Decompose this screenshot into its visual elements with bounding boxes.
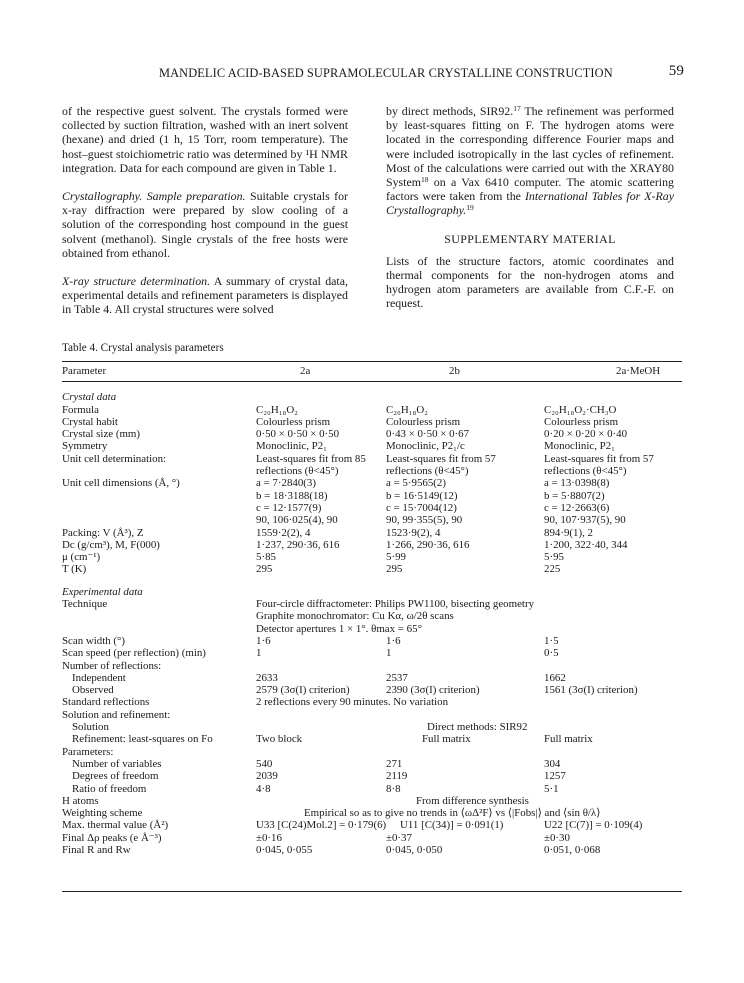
table-cell: 295 — [386, 563, 403, 576]
table-row — [62, 647, 682, 659]
table-cell: Scan speed (per reflection) (min) — [62, 647, 206, 660]
table-cell: Formula — [62, 403, 99, 416]
table-row — [62, 586, 682, 598]
paragraph-xray-determination — [62, 274, 348, 317]
table-row — [62, 844, 682, 856]
table-cell: b = 18·3188(18) — [256, 489, 328, 502]
table-cell: Final R and Rw — [62, 843, 131, 856]
supplementary-material-heading: SUPPLEMENTARY MATERIAL — [444, 231, 616, 246]
table-cell: 225 — [544, 563, 561, 576]
page-number: 59 — [668, 63, 684, 79]
table-cell: μ (cm⁻¹) — [62, 551, 101, 564]
table-cell: Unit cell dimensions (Å, °) — [62, 477, 180, 490]
header-2a: 2a — [300, 365, 311, 377]
table-row — [62, 404, 682, 416]
table-cell: 1561 (3σ(I) criterion) — [544, 684, 638, 697]
table-cell: 4·8 — [256, 782, 271, 795]
table-cell: U22 [C(7)] = 0·109(4) — [544, 819, 643, 832]
table-cell: 1·5 — [544, 634, 559, 647]
table-cell: 2579 (3σ(I) criterion) — [256, 684, 350, 697]
header-2a-meoh: 2a·MeOH — [616, 365, 661, 377]
table-cell: From difference synthesis — [416, 794, 529, 807]
header-2b: 2b — [449, 365, 460, 377]
table-row — [62, 563, 682, 575]
table-cell: 1·6 — [386, 634, 401, 647]
table-cell: 1257 — [544, 770, 566, 783]
table-cell: Direct methods: SIR92 — [427, 721, 528, 734]
table-cell: 0·051, 0·068 — [544, 843, 601, 856]
table-cell: b = 5·8807(2) — [544, 489, 605, 502]
table-row — [62, 770, 682, 782]
table-cell: Least-squares fit from 57 — [386, 452, 496, 465]
table-cell — [62, 465, 256, 477]
table-cell: 2537 — [386, 671, 408, 684]
table-row — [62, 672, 682, 684]
table-row — [62, 709, 682, 721]
crystal-analysis-table — [62, 362, 682, 856]
table-cell: Solution — [72, 721, 109, 734]
table-cell: Crystal size (mm) — [62, 428, 141, 441]
table-cell: 5·99 — [386, 551, 406, 564]
table-cell: U33 [C(24)Mol.2] = 0·179(6) — [256, 819, 387, 832]
table-cell: Ratio of freedom — [72, 782, 147, 795]
table-row — [62, 746, 682, 758]
table-cell: reflections (θ<45°) — [544, 465, 627, 478]
table-cell: Colourless prism — [544, 415, 619, 428]
table-row — [62, 807, 682, 819]
section-experimental-data: Experimental data — [62, 585, 143, 598]
table-cell: a = 5·9565(2) — [386, 477, 446, 490]
table-cell: 540 — [256, 757, 273, 770]
paragraph-sample-preparation — [62, 189, 348, 260]
table-row — [62, 733, 682, 745]
technique-line: Four-circle diffractometer: Philips PW1100, bisecting geometry — [256, 598, 535, 611]
paragraph-refinement — [386, 104, 674, 218]
table-bottom-rule — [62, 891, 682, 892]
xray-determination-heading: X-ray structure determination. — [62, 274, 211, 289]
table-row — [62, 610, 682, 622]
table-cell: 2039 — [256, 770, 278, 783]
table-header-row — [62, 362, 682, 381]
table-cell: Crystal habit — [62, 415, 118, 428]
table-cell: 90, 106·025(4), 90 — [256, 514, 338, 527]
table-cell: Technique — [62, 598, 108, 611]
table-cell: Observed — [72, 684, 114, 697]
table-cell: 5·95 — [544, 551, 564, 564]
table-cell: 1523·9(2), 4 — [386, 526, 441, 539]
table-cell: 2 reflections every 90 minutes. No variation — [256, 696, 449, 709]
table-cell: 0·43 × 0·50 × 0·67 — [386, 428, 470, 441]
table-cell: C₂₀H₁₈O₂ — [386, 403, 428, 416]
table-row — [62, 477, 682, 489]
table-cell: U11 [C(34)] = 0·091(1) — [400, 819, 504, 832]
right-column — [386, 104, 674, 311]
table-cell: 0·20 × 0·20 × 0·40 — [544, 428, 628, 441]
table-cell: reflections (θ<45°) — [256, 465, 339, 478]
table-cell: Unit cell determination: — [62, 452, 167, 465]
table-cell: 5·1 — [544, 782, 559, 795]
table-cell: Empirical so as to give no trends in ⟨ωΔ²F⟩ vs ⟨|Fobs|⟩ and ⟨sin θ/λ⟩ — [304, 807, 601, 820]
table-cell — [62, 514, 256, 526]
table-cell: Final Δρ peaks (e Å⁻³) — [62, 831, 162, 844]
citation-17: 17 — [513, 104, 521, 113]
table-cell — [62, 490, 256, 502]
table-cell: T (K) — [62, 563, 87, 576]
sample-preparation-text: Suitable crystals for x-ray diffraction were prepared by slow cooling of a solution of the corresponding host compound in the guest solvent (methanol). Single crystals of the free hosts were obtained from ethanol. — [62, 189, 349, 260]
table-row — [62, 783, 682, 795]
table-row — [62, 465, 682, 477]
international-tables-title: International Tables for X-Ray Crystallography. — [386, 189, 674, 218]
table-cell: 295 — [256, 563, 273, 576]
table-cell: 0·5 — [544, 647, 559, 660]
table-row — [62, 539, 682, 551]
table-cell: Full matrix — [544, 733, 593, 746]
refinement-text-a: by direct methods, SIR92. — [386, 104, 514, 118]
table-cell: 1662 — [544, 671, 566, 684]
table-cell: 1·6 — [256, 634, 271, 647]
technique-line: Graphite monochromator: Cu Kα, ω/2θ scans — [256, 610, 454, 623]
table-row — [62, 453, 682, 465]
table-row — [62, 758, 682, 770]
paragraph-supplementary: Lists of the structure factors, atomic coordinates and thermal components for the non-hydrogen atoms and hydrogen atom parameters are available from C.F.-F. on request. — [386, 253, 674, 311]
table-cell: Solution and refinement: — [62, 708, 171, 721]
citation-19: 19 — [466, 203, 474, 213]
table-row — [62, 684, 682, 696]
table-row — [62, 440, 682, 452]
header-parameter: Parameter — [62, 365, 107, 377]
table-cell: 0·045, 0·050 — [386, 843, 443, 856]
table-row — [62, 795, 682, 807]
table-row — [62, 660, 682, 672]
table-row — [62, 635, 682, 647]
table-cell: 1·200, 322·40, 344 — [544, 538, 628, 551]
table-cell: 2390 (3σ(I) criterion) — [386, 684, 480, 697]
table-cell: Degrees of freedom — [72, 770, 159, 783]
table-cell: Independent — [72, 671, 126, 684]
table-row — [62, 514, 682, 526]
table-cell: c = 12·1577(9) — [256, 501, 322, 514]
table-cell: Packing: V (Å³), Z — [62, 526, 144, 539]
refinement-text-b: The refinement was performed by least-squares fitting on F. The hydrogen atoms were located in the corresponding difference Fourier maps and were included isotropically in the last cycles of refinement. Most of the calculations were carried out with the XRAY80 System — [386, 104, 674, 190]
table-cell: 894·9(1), 2 — [544, 526, 593, 539]
table-cell: Standard reflections — [62, 696, 150, 709]
table-row — [62, 598, 682, 610]
table-cell: 5·85 — [256, 551, 276, 564]
left-column — [62, 104, 348, 317]
table-row — [62, 832, 682, 844]
table-row — [62, 428, 682, 440]
table-row — [62, 490, 682, 502]
table-row — [62, 623, 682, 635]
table-cell: 1 — [256, 647, 262, 660]
section-crystal-data: Crystal data — [62, 391, 117, 404]
table-cell: a = 7·2840(3) — [256, 477, 316, 490]
table-cell — [62, 502, 256, 514]
table-cell: reflections (θ<45°) — [386, 465, 469, 478]
table-cell: Two block — [256, 733, 303, 746]
table-cell: ±0·37 — [386, 831, 412, 844]
table-cell: Dc (g/cm³), M, F(000) — [62, 538, 160, 551]
table-row — [62, 819, 682, 831]
table-cell: Number of reflections: — [62, 659, 162, 672]
paragraph-guest-solvent: of the respective guest solvent. The crystals formed were collected by suction filtration, washed with an inert solvent (hexane) and dried (1 h, 15 Torr, room temperature). The host–guest stoichiometric ratio was determined by ¹H NMR integration. Data for each compound are given in Table 1. — [62, 104, 348, 175]
table-cell: 1·237, 290·36, 616 — [256, 538, 340, 551]
table-cell: Max. thermal value (Å²) — [62, 819, 169, 832]
table-cell: 1559·2(2), 4 — [256, 526, 311, 539]
table-cell: Monoclinic, P2₁/c — [386, 440, 465, 453]
table-cell: Refinement: least-squares on Fo — [72, 733, 213, 746]
table-row — [62, 502, 682, 514]
table-cell: 8·8 — [386, 782, 401, 795]
table-cell: C₂₀H₁₈O₂·CH₃O — [544, 403, 617, 416]
table-row — [62, 527, 682, 539]
table-cell: 271 — [386, 757, 403, 770]
table-cell: Colourless prism — [386, 415, 461, 428]
table-row — [62, 696, 682, 708]
citation-18: 18 — [421, 175, 429, 185]
table-cell: 2633 — [256, 671, 278, 684]
table-cell: H atoms — [62, 794, 99, 807]
table-cell: C₂₀H₁₈O₂ — [256, 403, 298, 416]
table-cell: c = 15·7004(12) — [386, 501, 457, 514]
table-cell: Scan width (°) — [62, 634, 126, 647]
table-cell: Monoclinic, P2₁ — [544, 440, 615, 453]
refinement-text-c: on a Vax 6410 computer. The atomic scattering factors were taken from the — [386, 175, 674, 204]
xray-determination-text: A summary of crystal data, experimental details and refinement parameters is displayed in Table 4. All crystal structures were solved — [62, 274, 348, 317]
table-cell: ±0·16 — [256, 831, 282, 844]
technique-line: Detector apertures 1 × 1°. θmax = 65° — [256, 622, 422, 635]
table-cell: Colourless prism — [256, 415, 331, 428]
table-caption: Table 4. Crystal analysis parameters — [62, 342, 224, 354]
table-row — [62, 721, 682, 733]
table-cell: b = 16·5149(12) — [386, 489, 458, 502]
table-cell: Full matrix — [422, 733, 471, 746]
table-cell: Symmetry — [62, 440, 108, 453]
table-cell: 90, 99·355(5), 90 — [386, 514, 463, 527]
table-cell: ±0·30 — [544, 831, 570, 844]
table-cell: Number of variables — [72, 757, 162, 770]
table-cell: c = 12·2663(6) — [544, 501, 610, 514]
table-cell: 0·045, 0·055 — [256, 843, 313, 856]
table-cell: a = 13·0398(8) — [544, 477, 610, 490]
table-cell: 304 — [544, 757, 561, 770]
table-row — [62, 551, 682, 563]
table-row — [62, 416, 682, 428]
table-cell: Weighting scheme — [62, 807, 143, 820]
table-cell: Least-squares fit from 85 — [256, 452, 366, 465]
table-cell: 2119 — [386, 770, 408, 783]
running-title: MANDELIC ACID-BASED SUPRAMOLECULAR CRYSTALLINE CONSTRUCTION — [159, 66, 613, 80]
table-cell: Monoclinic, P2₁ — [256, 440, 327, 453]
table-row — [62, 391, 682, 403]
table-cell: 1 — [386, 647, 392, 660]
sample-preparation-heading: Crystallography. Sample preparation. — [62, 189, 246, 204]
table-cell: 90, 107·937(5), 90 — [544, 514, 626, 527]
table-cell: 1·266, 290·36, 616 — [386, 538, 470, 551]
table-cell: 0·50 × 0·50 × 0·50 — [256, 428, 340, 441]
table-cell: Least-squares fit from 57 — [544, 452, 654, 465]
table-cell: Parameters: — [62, 745, 114, 758]
